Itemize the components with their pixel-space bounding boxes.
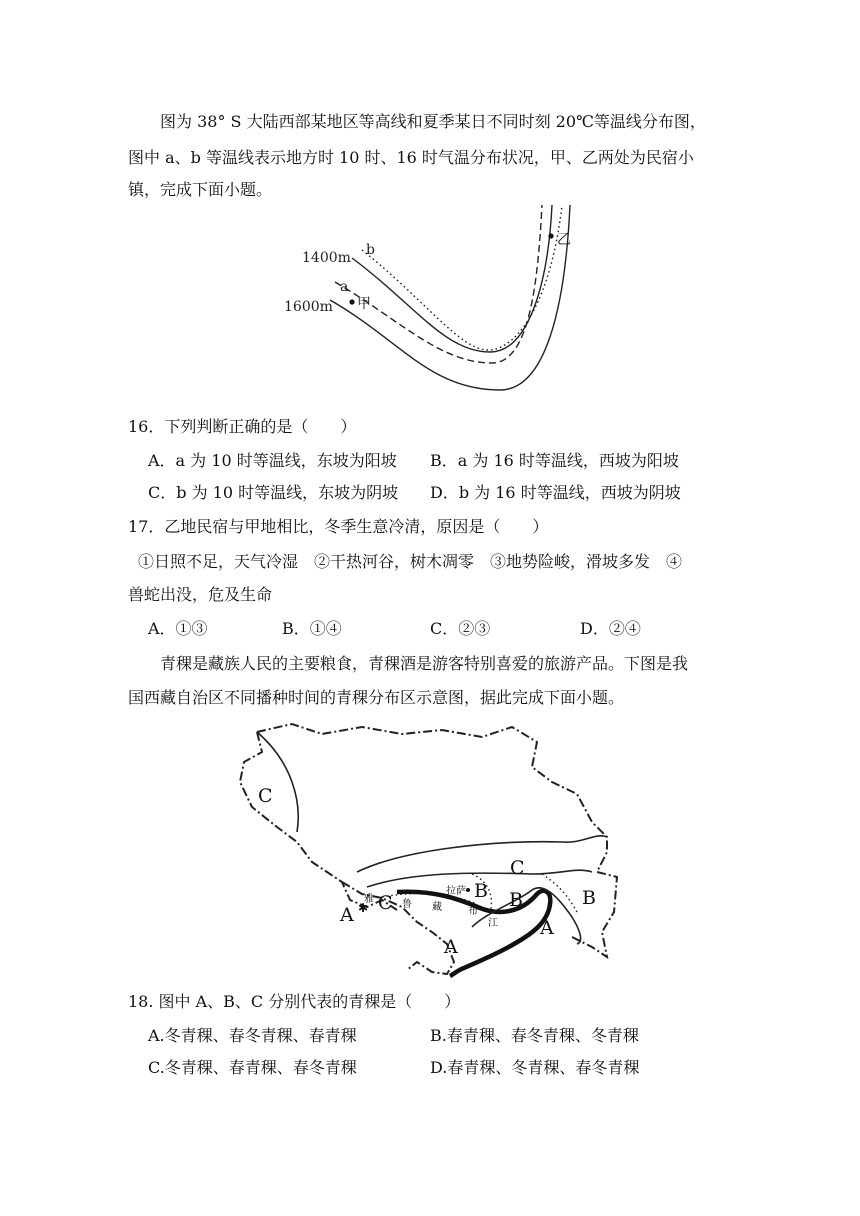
label-c-west: C: [258, 785, 273, 807]
label-a-south: A: [444, 936, 458, 958]
label-jia: 甲: [357, 296, 371, 312]
q16-option-d: D．b 为 16 时等温线，西坡为阴坡: [430, 483, 681, 502]
river-char-3: 藏: [432, 902, 442, 913]
tibet-barley-map: [232, 722, 628, 978]
q17-stem: 17．乙地民宿与甲地相比，冬季生意冷清，原因是（ ）: [128, 517, 549, 536]
label-lhasa: 拉萨: [446, 886, 466, 897]
q18-option-b: B.春青稞、春冬青稞、冬青稞: [430, 1026, 639, 1045]
label-c-north: C: [510, 857, 525, 879]
label-b-3: B: [582, 887, 596, 909]
river-char-5: 江: [488, 918, 498, 929]
river-char-1: 雅: [364, 894, 374, 905]
q17-option-d: D．②④: [580, 619, 641, 638]
label-a-west: A: [340, 904, 354, 926]
q17-option-b: B．①④: [282, 619, 342, 638]
q18-option-c: C.冬青稞、春青稞、春冬青稞: [148, 1058, 357, 1077]
isotherm-b: [362, 205, 562, 350]
passage1-line3: 镇，完成下面小题。: [128, 180, 273, 199]
passage1-line1: 图为 38° S 大陆西部某地区等高线和夏季某日不同时刻 20℃等温线分布图，: [160, 112, 706, 131]
q16-stem: 16．下列判断正确的是（ ）: [128, 417, 357, 436]
label-1400m: 1400m: [302, 250, 351, 266]
label-b-1: B: [474, 880, 488, 902]
lhasa-point: [466, 888, 470, 892]
q16-option-b: B．a 为 16 时等温线，西坡为阳坡: [430, 451, 679, 470]
label-b: b: [366, 242, 375, 258]
star-mark: ✱: [358, 901, 369, 915]
label-b-2: B: [509, 889, 523, 911]
contour-isotherm-figure: [280, 200, 590, 405]
passage2-line2: 国西藏自治区不同播种时间的青稞分布区示意图，据此完成下面小题。: [128, 688, 625, 707]
q18-option-d: D.春青稞、冬青稞、春冬青稞: [430, 1058, 640, 1077]
q17-option-c: C．②③: [430, 619, 491, 638]
q18-stem: 18. 图中 A、B、C 分别代表的青稞是（ ）: [128, 992, 461, 1011]
river-char-2: 鲁: [402, 899, 412, 910]
region-boundary: [257, 724, 617, 957]
isotherm-a: [335, 205, 542, 363]
label-a-east: A: [540, 917, 554, 939]
river-char-4: 布: [468, 906, 478, 917]
q17-option-a: A．①③: [148, 619, 208, 638]
passage1-line2: 图中 a、b 等温线表示地方时 10 时、16 时气温分布状况，甲、乙两处为民宿小: [128, 148, 694, 167]
q16-option-a: A．a 为 10 时等温线，东坡为阳坡: [148, 451, 397, 470]
q18-option-a: A.冬青稞、春冬青稞、春青稞: [148, 1026, 357, 1045]
west-boundary: [240, 732, 397, 910]
region-c-north-line: [357, 836, 607, 872]
q17-options-line2: 兽蛇出没，危及生命: [128, 585, 273, 604]
q16-option-c: C．b 为 10 时等温线，东坡为阴坡: [148, 483, 399, 502]
jia-point: [349, 299, 354, 304]
passage2-line1: 青稞是藏族人民的主要粮食，青稞酒是游客特别喜爱的旅游产品。下图是我: [160, 654, 689, 673]
yi-point: [548, 233, 553, 238]
q17-options-line1: ①日照不足，天气冷湿 ②干热河谷，树木凋零 ③地势险峻，滑坡多发 ④: [138, 552, 683, 571]
label-1600m: 1600m: [284, 299, 333, 315]
label-yi: 乙: [557, 232, 571, 248]
label-c-middle: C: [378, 892, 393, 914]
label-a: a: [340, 279, 349, 295]
